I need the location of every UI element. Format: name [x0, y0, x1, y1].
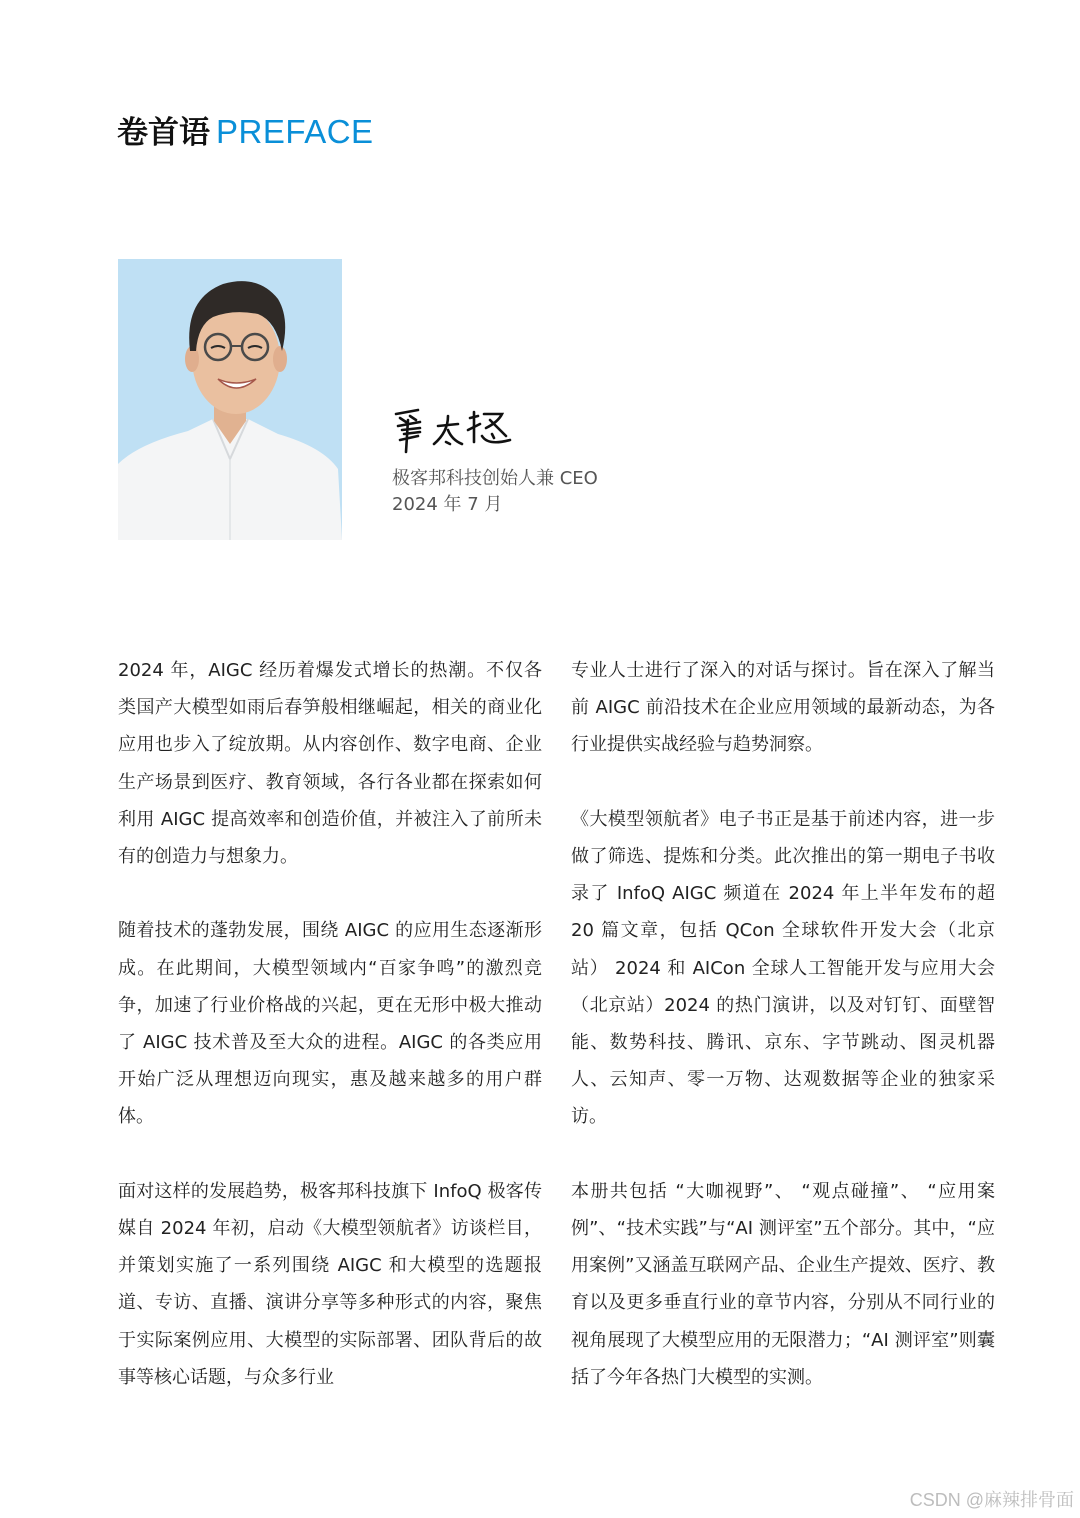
- title-chinese: 卷首语: [117, 115, 210, 151]
- paragraph: 2024 年，AIGC 经历着爆发式增长的热潮。不仅各类国产大模型如雨后春笋般相继崛起，相关的商业化应用也步入了绽放期。从内容创作、数字电商、企业生产场景到医疗、教育领域，各行各业都在探索如何利用 AIGC 提高效率和创造价值，并被注入了前所未有的创造力与想象力。: [118, 660, 542, 868]
- paragraph: 《大模型领航者》电子书正是基于前述内容，进一步做了筛选、提炼和分类。此次推出的第一期电子书收录了 InfoQ AIGC 频道在 2024 年上半年发布的超 20 篇文章，包括 QCon 全球软件开发大会（北京站） 2024 和 AICon 全球人工智能开发与应用大会（北京站）2024 的热门演讲，以及对钉钉、面壁智能、数势科技、腾讯、京东、字节跳动、图灵机器人、云知声、零一万物、达观数据等企业的独家采访。: [571, 808, 995, 1128]
- author-role: 极客邦科技创始人兼 CEO: [392, 468, 598, 489]
- portrait-illustration-icon: [118, 259, 342, 540]
- watermark: CSDN @麻辣排骨面: [909, 1490, 1074, 1510]
- author-portrait: [118, 259, 342, 540]
- author-signature: [390, 402, 515, 454]
- title-english: PREFACE: [216, 113, 374, 150]
- paragraph: 专业人士进行了深入的对话与探讨。旨在深入了解当前 AIGC 前沿技术在企业应用领域的最新动态，为各行业提供实战经验与趋势洞察。: [571, 660, 995, 756]
- paragraph: 随着技术的蓬勃发展，围绕 AIGC 的应用生态逐渐形成。在此期间，大模型领域内“百家争鸣”的激烈竞争，加速了行业价格战的兴起，更在无形中极大推动了 AIGC 技术普及至大众的进程。AIGC 的各类应用开始广泛从理想迈向现实，惠及越来越多的用户群体。: [118, 920, 542, 1128]
- author-byline: [392, 466, 598, 518]
- author-date: 2024 年 7 月: [392, 494, 503, 515]
- paragraph: 面对这样的发展趋势，极客邦科技旗下 InfoQ 极客传媒自 2024 年初，启动《大模型领航者》访谈栏目，并策划实施了一系列围绕 AIGC 和大模型的选题报道、专访、直播、演讲分享等多种形式的内容，聚焦于实际案例应用、大模型的实际部署、团队背后的故事等核心话题，与众多行业: [118, 1180, 542, 1388]
- body-left-column: [118, 652, 542, 1396]
- signature-icon: [390, 402, 515, 454]
- body-right-column: [571, 652, 995, 1396]
- paragraph: 本册共包括 “大咖视野”、 “观点碰撞”、 “应用案例”、“技术实践”与“AI 测评室”五个部分。其中，“应用案例”又涵盖互联网产品、企业生产提效、医疗、教育以及更多垂直行业的章节内容，分别从不同行业的视角展现了大模型应用的无限潜力；“AI 测评室”则囊括了今年各热门大模型的实测。: [571, 1180, 995, 1388]
- page-title: [117, 112, 374, 153]
